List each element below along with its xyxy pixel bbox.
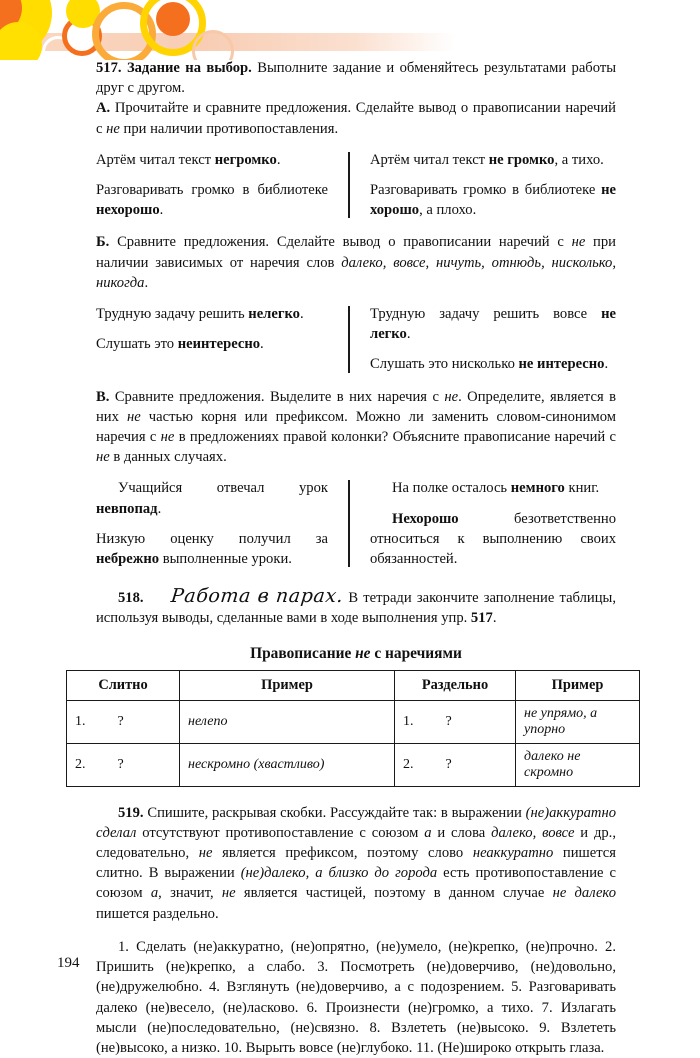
- sentence-item: Учащийся отвечал урок невпопад.: [96, 480, 328, 517]
- ex518-intro: 518. Работа в парах. В тетради закончите заполнение таблицы, используя выводы, сделанные вами в ходе выполнения упр. 517.: [96, 585, 616, 627]
- table-title: Правописание не с наречиями: [250, 644, 462, 662]
- sentence-item: Трудную задачу решить вовсе не легко.: [370, 306, 616, 343]
- table-header-cell: Слитно: [67, 670, 180, 700]
- sentence-item: Разговаривать громко в библиотеке нехорошо.: [96, 182, 328, 219]
- table-row: [67, 700, 640, 743]
- sentence-item: Трудную задачу решить нелегко.: [96, 306, 304, 323]
- ex519-intro: 519. Спишите, раскрывая скобки. Рассуждайте так: в выражении (не)аккуратно сделал отсутствуют противопоставление с союзом а и слова далеко, вовсе и др., следовательно, не является префиксом, поэтому слово неаккуратно пишется слитно. В выражении (не)далеко, а близко до города есть противопоставление с союзом а, значит, не является частицей, поэтому в данном случае не далеко пишется раздельно.: [96, 804, 617, 922]
- sentence-item: Артём читал текст негромко.: [96, 151, 281, 168]
- spelling-table: [66, 670, 640, 787]
- circle-orange-right: [156, 2, 190, 36]
- ex518-text: В тетради закончите заполнение таблицы, используя выводы, сделанные вами в ходе выполнения упр.: [96, 590, 616, 627]
- ex517-title: Задание на выбор.: [126, 60, 252, 76]
- column-divider: [348, 480, 350, 567]
- comparison-left-column: [96, 150, 342, 221]
- sentence-item: Разговаривать громко в библиотеке не хорошо, а плохо.: [370, 182, 616, 219]
- answer-placeholder: ?: [117, 713, 124, 729]
- comparison-left-column: [96, 304, 342, 375]
- table-cell-number: 1. ?: [67, 700, 180, 743]
- ex517-part-a-italic1: не: [106, 120, 120, 137]
- ex517-part-v: В. Сравните предложения. Выделите в них наречия с не. Определите, является в них не частью корня или префиксом. Можно ли заменить словом-синонимом наречия с не в предложениях правой колонки? Объясните правописание наречий с не в данных случаях.: [96, 388, 616, 466]
- table-cell-number: 1. ?: [395, 700, 516, 743]
- comparison-block-v: [96, 478, 616, 569]
- table-cell-example: далеко не скромно: [516, 743, 640, 786]
- sentence-item: Слушать это неинтересно.: [96, 336, 264, 353]
- comparison-block-b: [96, 304, 616, 375]
- sentence-item: Низкую оценку получил за небрежно выполненные уроки.: [96, 530, 328, 568]
- table-cell-example: не упрямо, а упорно: [516, 700, 640, 743]
- answer-placeholder: ?: [117, 756, 124, 772]
- ex519-number: 519.: [118, 804, 144, 821]
- table-header-cell: Раздельно: [395, 670, 516, 700]
- sentence-item: Артём читал текст не громко, а тихо.: [370, 151, 604, 168]
- answer-placeholder: ?: [445, 756, 452, 772]
- comparison-left-column: [96, 478, 342, 569]
- table-cell-example: нелепо: [180, 700, 395, 743]
- ex517-intro: [96, 58, 616, 98]
- table-header-cell: Пример: [516, 670, 640, 700]
- sentence-item: На полке осталось немного книг.: [392, 480, 600, 497]
- sentence-item: Слушать это нисколько не интересно.: [370, 356, 609, 373]
- column-divider: [348, 152, 350, 219]
- ex518-number: 518.: [118, 590, 144, 607]
- table-cell-number: 2. ?: [67, 743, 180, 786]
- comparison-right-column: [342, 150, 616, 221]
- table-cell-number: 2. ?: [395, 743, 516, 786]
- ex517-part-b: Б. Сравните предложения. Сделайте вывод о правописании наречий с не при наличии зависимых от наречия слов далеко, вовсе, ничуть, отнюдь, нисколько, никогда.: [96, 234, 616, 291]
- ex517-part-b-letter: Б.: [96, 234, 110, 251]
- ex517-intro-text: Выполните задание и обменяйтесь результатами работы друг с другом.: [96, 60, 617, 97]
- ex519-sentence-list: 1. Сделать (не)аккуратно, (не)опрятно, (не)умело, (не)крепко, (не)прочно. 2. Пришить (не)крепко, а слабо. 3. Посмотреть (не)доверчиво, (не)довольно, (не)дружелюбно. 4. Взглянуть (не)доверчиво, а с подозрением. 5. Разговаривать далеко (не)весело, (не)ласково. 6. Произнести (не)громко, а тихо. 7. Излагать мысли (не)последовательно, (не)связно. 8. Взлететь (не)высоко. 9. Взлететь (не)высоко, а низко. 10. Вырыть вовсе (не)глубоко. 11. (Не)широко открыть глаза.: [96, 938, 616, 1056]
- table-row: [67, 743, 640, 786]
- ex517-number: 517.: [96, 60, 122, 76]
- page-content: [75, 58, 617, 1058]
- ex518-script-title: Работа в парах.: [169, 585, 345, 608]
- ex517-part-v-letter: В.: [96, 388, 110, 405]
- comparison-right-column: [342, 478, 616, 569]
- circles-header-ornament: [0, 0, 470, 60]
- ex517-part-a-text2: при наличии противопоставления.: [119, 120, 339, 137]
- answer-placeholder: ?: [445, 713, 452, 729]
- comparison-block-a: [96, 150, 616, 221]
- column-divider: [348, 306, 350, 373]
- ex517-part-a-text1: Прочитайте и сравните предложения. Сделайте вывод о правописании наречий с: [96, 100, 616, 137]
- table-header-cell: Пример: [180, 670, 395, 700]
- comparison-right-column: [342, 304, 616, 375]
- table-cell-example: нескромно (хвастливо): [180, 743, 395, 786]
- sentence-item: Нехорошо безответственно относиться к выполнению своих обязанностей.: [370, 510, 616, 568]
- table-header-row: [67, 670, 640, 700]
- page-number: 194: [57, 955, 80, 971]
- ex518-reference: 517: [470, 610, 493, 627]
- ex517-part-a: [96, 98, 616, 138]
- ex517-part-a-letter: А.: [96, 100, 111, 117]
